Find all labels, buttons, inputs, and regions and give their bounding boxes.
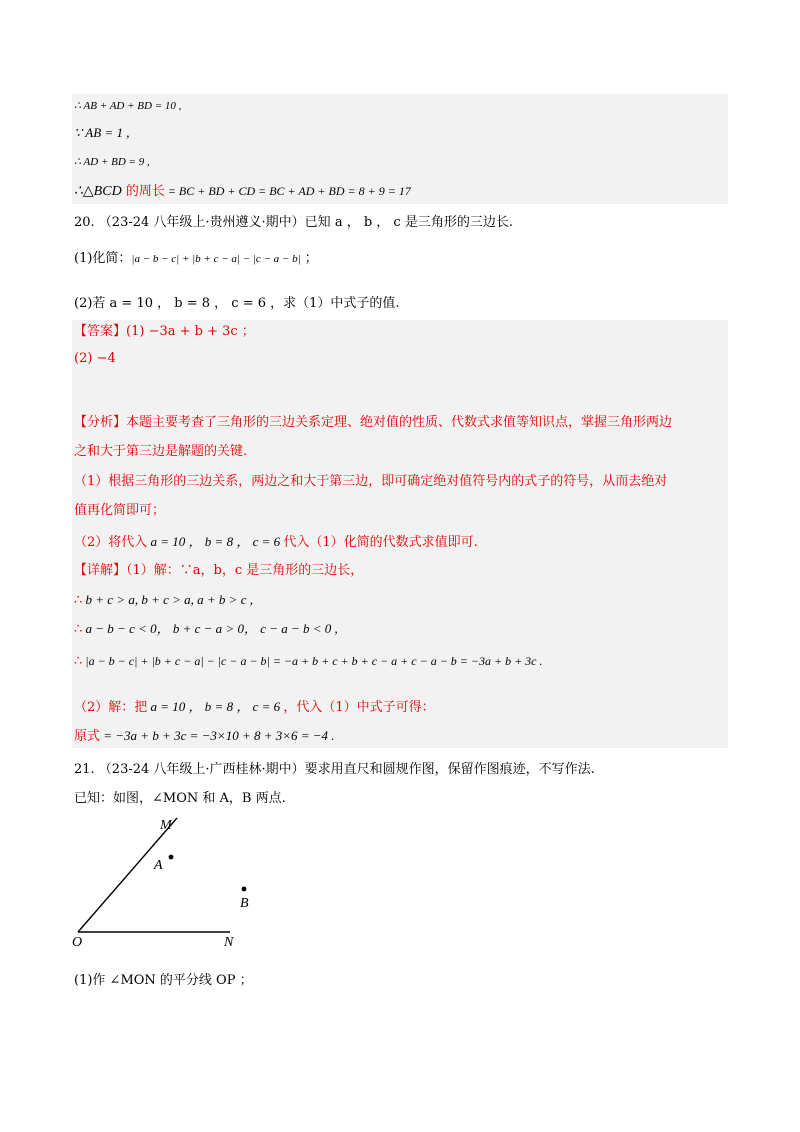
analysis-line-5-math: a = 10 ， b = 8 ， c = 6 [147, 534, 284, 549]
detail-line-5-math: a = 10 ， b = 8 ， c = 6 [147, 699, 284, 714]
detail-line-6 [74, 726, 335, 747]
top-line-4-math2: = BC + BD + CD = BC + AD + BD = 8 + 9 = 17 [164, 184, 411, 198]
top-line-4-red: 的周长 [121, 184, 165, 199]
top-line-4-math1: ∴△BCD [74, 184, 122, 199]
top-line-2: ∵ AB = 1 , [74, 125, 130, 140]
analysis-line-5 [74, 532, 478, 553]
top-line-4 [74, 181, 411, 202]
analysis-label: 【分析】 [74, 415, 127, 430]
top-line-1: ∴ AB + AD + BD = 10 , [74, 100, 182, 112]
detail-label: 【详解】 [74, 563, 127, 578]
detail-line-4 [74, 651, 543, 672]
label-b: B [240, 896, 249, 911]
q21-stem: 21. （23-24 八年级上·广西桂林·期中）要求用直尺和圆规作图，保留作图痕迹，不写作法. [74, 762, 595, 777]
answer-part1: (1) −3a + b + 3c ； [126, 324, 255, 339]
ray-om [78, 818, 177, 932]
label-m: M [160, 818, 172, 833]
analysis-line-2: 之和大于第三边是解题的关键. [74, 444, 248, 459]
label-a: A [154, 858, 163, 873]
detail-line-2 [74, 590, 253, 611]
analysis-line-4: 值再化简即可； [74, 503, 166, 518]
detail-line-5 [74, 697, 435, 718]
detail-line-1 [74, 561, 363, 581]
detail-line-1-b: ∵a，b，c 是三角形的三边长， [179, 563, 364, 578]
q21-part1: (1)作 ∠MON 的平分线 OP ； [74, 973, 253, 988]
analysis-line-5-a: （2）将代入 [74, 535, 148, 550]
detail-line-6-a: 原式 [74, 729, 101, 744]
detail-line-2-sym: ∴ [74, 593, 83, 608]
top-line-3: ∴ AD + BD = 9 , [74, 156, 150, 168]
detail-line-3-sym: ∴ [74, 622, 83, 637]
detail-line-6-math: = −3a + b + 3c = −3×10 + 8 + 3×6 = −4 . [100, 728, 335, 743]
detail-line-2-math: b + c > a, b + c > a, a + b > c , [82, 592, 253, 607]
answer-label: 【答案】 [74, 324, 127, 339]
detail-line-5-a: （2）解：把 [74, 700, 148, 715]
q20-stem: 20. （23-24 八年级上·贵州遵义·期中）已知 a ， b ， c 是三角形的三边长. [74, 215, 513, 230]
detail-line-1-a: （1）解： [126, 563, 180, 578]
point-b [242, 887, 247, 892]
q20-part2: (2)若 a = 10 ， b = 8 ， c = 6 ，求（1）中式子的值. [74, 296, 400, 311]
angle-figure [70, 812, 300, 952]
detail-line-3 [74, 619, 338, 640]
point-a [169, 855, 174, 860]
q20-part1-expr: |a − b − c| + |b + c − a| − |c − a − b| [131, 253, 301, 265]
q20-part1 [74, 249, 318, 269]
analysis-line-5-b: 代入（1）化简的代数式求值即可. [283, 535, 478, 550]
analysis-text-1: 本题主要考查了三角形的三边关系定理、绝对值的性质、代数式求值等知识点，掌握三角形两边 [126, 415, 673, 430]
label-n: N [224, 935, 234, 950]
answer-line-1 [74, 322, 255, 342]
detail-line-4-math: |a − b − c| + |b + c − a| − |c − a − b| = −a + b + c + b + c − a + c − a − b = −3a + b + 3c . [82, 654, 543, 668]
q20-part1-end: ； [300, 251, 318, 266]
detail-line-3-math: a − b − c < 0， b + c − a > 0， c − a − b < 0 , [82, 621, 338, 636]
answer-line-2: (2) −4 [74, 351, 116, 366]
analysis-line-1 [74, 413, 672, 433]
analysis-line-3: （1）根据三角形的三边关系，两边之和大于第三边，即可确定绝对值符号内的式子的符号，从而去绝对 [74, 474, 668, 489]
q21-given: 已知：如图，∠MON 和 A，B 两点. [74, 791, 286, 806]
label-o: O [72, 935, 83, 950]
q20-part1-label: (1)化简： [74, 251, 132, 266]
detail-line-4-sym: ∴ [74, 654, 83, 669]
detail-line-5-b: ，代入（1）中式子可得： [283, 700, 435, 715]
